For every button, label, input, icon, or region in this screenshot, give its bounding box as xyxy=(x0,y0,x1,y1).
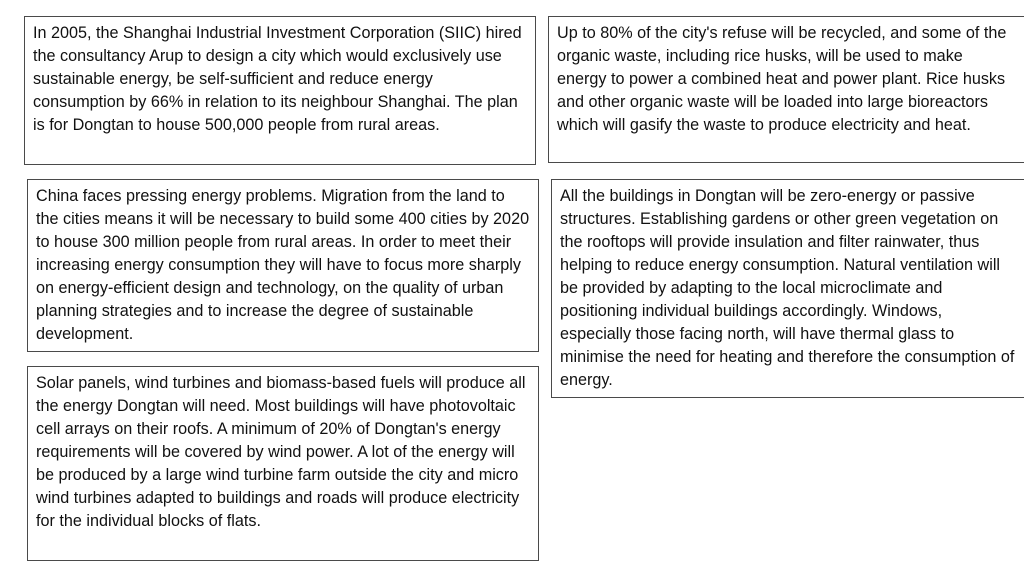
text-box-china-energy-problems: China faces pressing energy problems. Migration from the land to the cities means it will be necessary to build some 400 cities by 2020 to house 300 million people from rural areas. In order to meet their increasing energy consumption they will have to focus more sharply on energy-efficient design and technology, on the quality of urban planning strategies and to increase the degree of sustainable development. xyxy=(27,179,539,352)
text-box-refuse-recycling: Up to 80% of the city's refuse will be recycled, and some of the organic waste, including rice husks, will be used to make energy to power a combined heat and power plant. Rice husks and other organic waste will be loaded into large bioreactors which will gasify the waste to produce electricity and heat. xyxy=(548,16,1024,163)
text-box-zero-energy-buildings: All the buildings in Dongtan will be zero-energy or passive structures. Establishing gardens or other green vegetation on the rooftops will provide insulation and filter rainwater, thus helping to reduce energy consumption. Natural ventilation will be provided by adapting to the local microclimate and positioning individual buildings accordingly. Windows, especially those facing north, will have thermal glass to minimise the need for heating and therefore the consumption of energy. xyxy=(551,179,1024,398)
text-box-renewable-energy-sources: Solar panels, wind turbines and biomass-based fuels will produce all the energy Dongtan will need. Most buildings will have photovoltaic cell arrays on their roofs. A minimum of 20% of Dongtan's energy requirements will be covered by wind power. A lot of the energy will be produced by a large wind turbine farm outside the city and micro wind turbines adapted to buildings and roads will produce electricity for the individual blocks of flats. xyxy=(27,366,539,561)
text-box-siic-arup-design: In 2005, the Shanghai Industrial Investment Corporation (SIIC) hired the consultancy Arup to design a city which would exclusively use sustainable energy, be self-sufficient and reduce energy consumption by 66% in relation to its neighbour Shanghai. The plan is for Dongtan to house 500,000 people from rural areas. xyxy=(24,16,536,165)
